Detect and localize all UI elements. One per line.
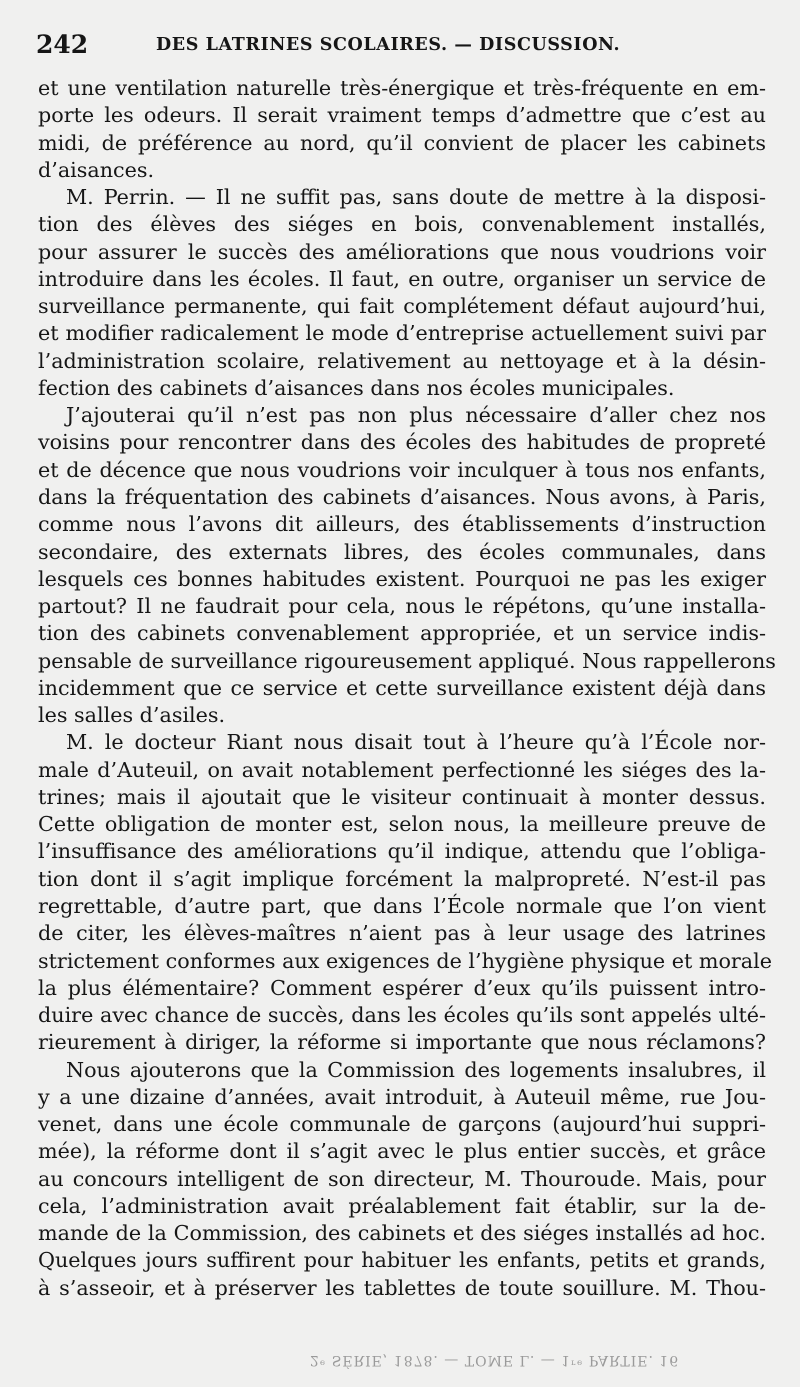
text-line: et de décence que nous voudrions voir inculquer à tous nos enfants,: [38, 457, 766, 482]
text-line: fection des cabinets d’aisances dans nos écoles municipales.: [38, 375, 675, 400]
running-head: DES LATRINES SCOLAIRES. — DISCUSSION.: [156, 35, 621, 55]
text-line: comme nous l’avons dit ailleurs, des établissements d’instruction: [38, 512, 766, 537]
text-line: venet, dans une école communale de garçons (aujourd’hui suppri-: [38, 1112, 766, 1137]
text-line: de citer, les élèves-maîtres n’aient pas à leur usage des latrines: [38, 921, 766, 946]
text-line: les salles d’asiles.: [38, 703, 226, 728]
page-number: 242: [36, 30, 89, 59]
text-line: cela, l’administration avait préalablement fait établir, sur la de-: [38, 1193, 766, 1218]
text-line: Cette obligation de monter est, selon nous, la meilleure preuve de: [38, 812, 766, 837]
text-line: tion dont il s’agit implique forcément la malpropreté. N’est-il pas: [38, 866, 766, 891]
text-line: introduire dans les écoles. Il faut, en outre, organiser un service de: [38, 266, 766, 291]
text-line: pensable de surveillance rigoureusement appliqué. Nous rappellerons: [38, 648, 776, 673]
show-through-footer: 2ᵉ SÉRIE, 1878. — TOME L. — 1ʳᵉ PARTIE. 16: [310, 1352, 680, 1368]
text-line: M. Perrin. — Il ne suffit pas, sans doute de mettre à la disposi-: [66, 185, 766, 210]
text-line: male d’Auteuil, on avait notablement perfectionné les siéges des la-: [38, 757, 766, 782]
text-line: tion des cabinets convenablement appropriée, et un service indis-: [38, 621, 766, 646]
text-line: incidemment que ce service et cette surveillance existent déjà dans: [38, 675, 766, 700]
text-line: trines; mais il ajoutait que le visiteur continuait à monter dessus.: [38, 784, 766, 809]
text-line: au concours intelligent de son directeur, M. Thouroude. Mais, pour: [38, 1166, 766, 1191]
text-line: et modifier radicalement le mode d’entreprise actuellement suivi par: [38, 321, 766, 346]
text-line: à s’asseoir, et à préserver les tablettes de toute souillure. M. Thou-: [38, 1275, 766, 1300]
text-line: Nous ajouterons que la Commission des logements insalubres, il: [66, 1057, 766, 1082]
text-line: la plus élémentaire? Comment espérer d’eux qu’ils puissent intro-: [38, 975, 766, 1000]
text-line: l’administration scolaire, relativement au nettoyage et à la désin-: [38, 348, 766, 373]
text-line: lesquels ces bonnes habitudes existent. Pourquoi ne pas les exiger: [38, 566, 766, 591]
text-line: partout? Il ne faudrait pour cela, nous le répétons, qu’une installa-: [38, 594, 766, 619]
page-header: [36, 30, 766, 64]
body-text: [38, 75, 776, 1302]
text-line: porte les odeurs. Il serait vraiment temps d’admettre que c’est au: [38, 103, 766, 128]
text-line: mande de la Commission, des cabinets et des siéges installés ad hoc.: [38, 1221, 766, 1246]
text-line: M. le docteur Riant nous disait tout à l’heure qu’à l’École nor-: [66, 730, 766, 755]
text-line: secondaire, des externats libres, des écoles communales, dans: [38, 539, 766, 564]
text-line: duire avec chance de succès, dans les écoles qu’ils sont appelés ulté-: [38, 1003, 766, 1028]
text-line: Quelques jours suffirent pour habituer les enfants, petits et grands,: [38, 1248, 766, 1273]
text-line: dans la fréquentation des cabinets d’aisances. Nous avons, à Paris,: [38, 484, 766, 509]
text-line: et une ventilation naturelle très-énergique et très-fréquente en em-: [38, 76, 766, 100]
text-line: voisins pour rencontrer dans des écoles des habitudes de propreté: [38, 430, 766, 455]
text-line: regrettable, d’autre part, que dans l’École normale que l’on vient: [38, 893, 766, 918]
text-line: tion des élèves des siéges en bois, convenablement installés,: [38, 212, 766, 237]
text-line: J’ajouterai qu’il n’est pas non plus nécessaire d’aller chez nos: [66, 403, 766, 428]
text-line: pour assurer le succès des améliorations que nous voudrions voir: [38, 239, 766, 264]
text-line: l’insuffisance des améliorations qu’il indique, attendu que l’obliga-: [38, 839, 766, 864]
text-line: midi, de préférence au nord, qu’il convient de placer les cabinets: [38, 130, 766, 155]
text-line: strictement conformes aux exigences de l’hygiène physique et morale: [38, 948, 772, 973]
text-line: d’aisances.: [38, 157, 155, 182]
text-line: y a une dizaine d’années, avait introduit, à Auteuil même, rue Jou-: [38, 1084, 766, 1109]
text-line: surveillance permanente, qui fait complétement défaut aujourd’hui,: [38, 294, 766, 319]
text-line: mée), la réforme dont il s’agit avec le plus entier succès, et grâce: [38, 1139, 766, 1164]
text-line: rieurement à diriger, la réforme si importante que nous réclamons?: [38, 1030, 766, 1055]
